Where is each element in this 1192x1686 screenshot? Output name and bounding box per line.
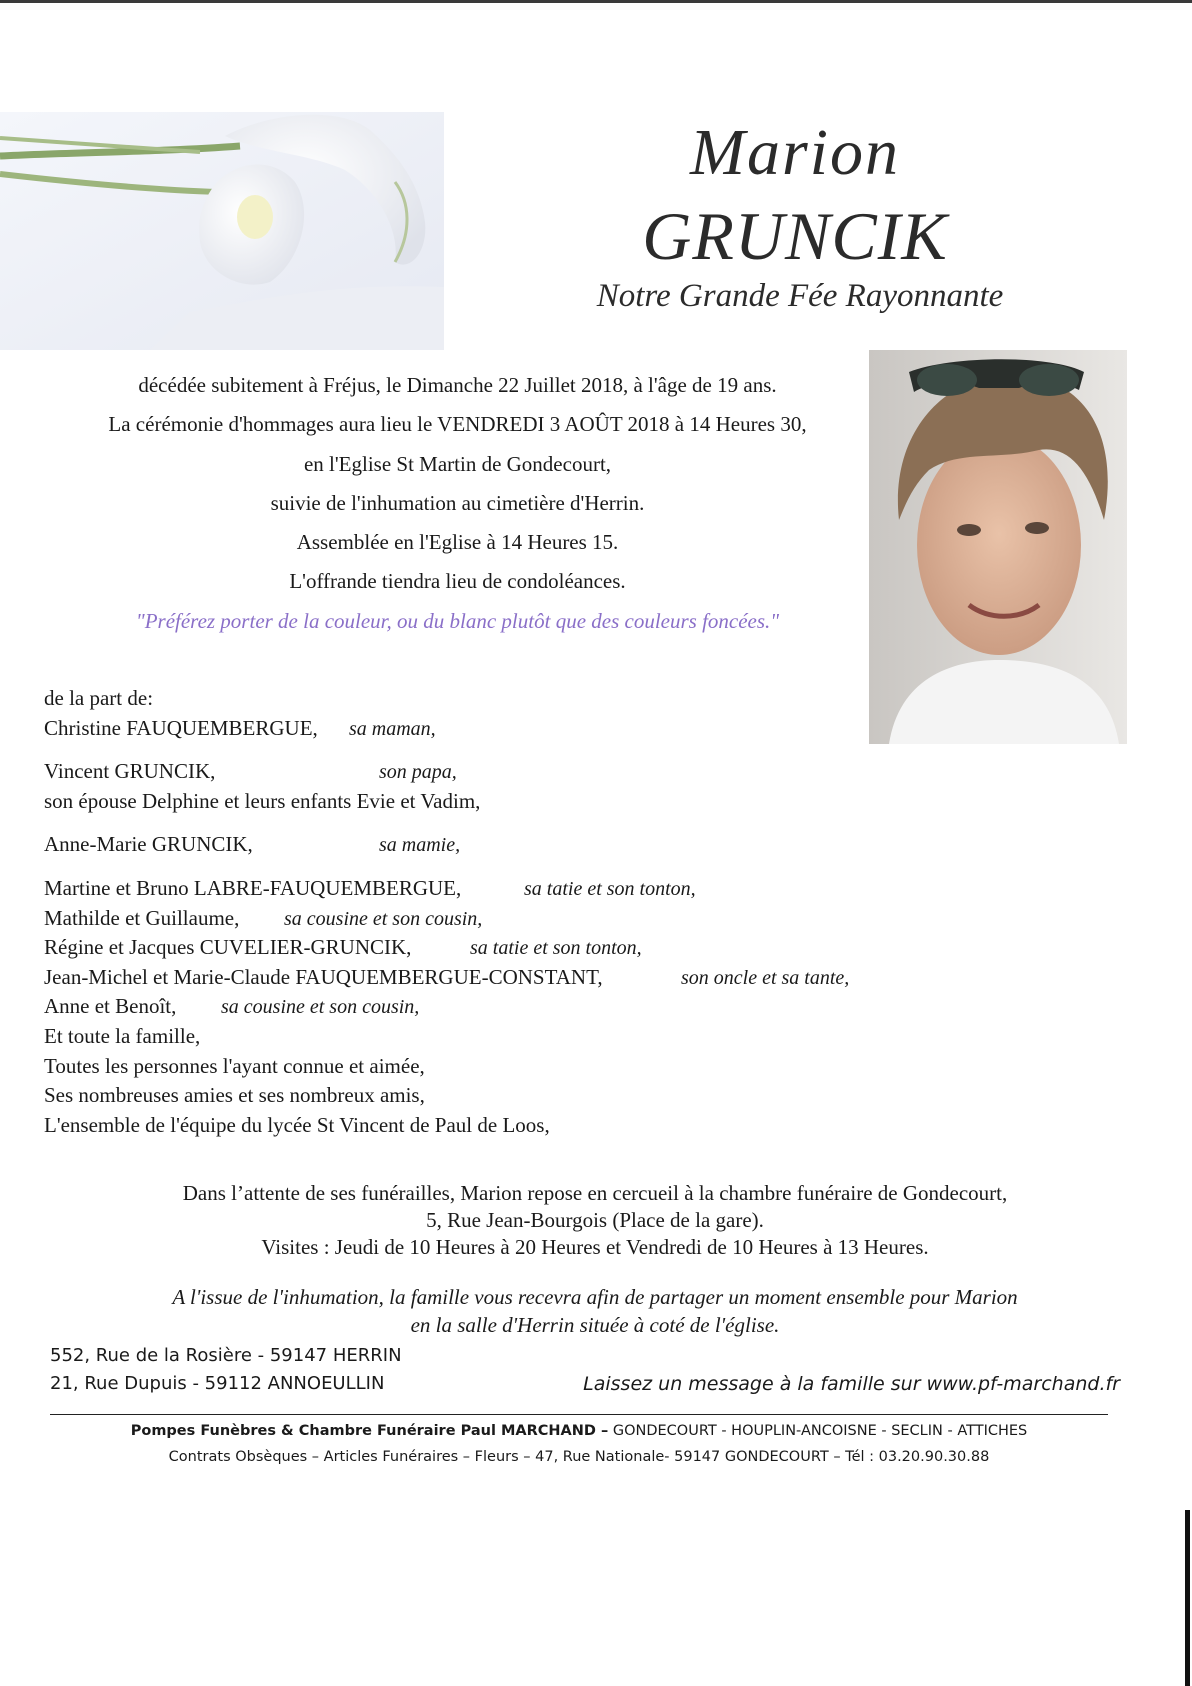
- family-row: [44, 830, 944, 860]
- family-row: [44, 874, 944, 904]
- notice-line: L'offrande tiendra lieu de condoléances.: [289, 569, 626, 594]
- family-relation: son papa,: [379, 761, 457, 784]
- deceased-last-name: GRUNCIK: [642, 198, 948, 274]
- footer-divider: [50, 1414, 1108, 1415]
- family-relation: sa tatie et son tonton,: [524, 877, 696, 900]
- family-relation: sa cousine et son cousin,: [284, 907, 483, 930]
- notice-line: en l'Eglise St Martin de Gondecourt,: [303, 451, 612, 476]
- footer-company: Pompes Funèbres & Chambre Funéraire Paul MARCHAND –: [130, 1423, 609, 1439]
- family-relation: sa tatie et son tonton,: [470, 937, 642, 960]
- family-member: Ses nombreuses amies et ses nombreux amis,: [44, 1083, 425, 1108]
- death-notice: [60, 366, 855, 641]
- dress-code-wish: "Préférez porter de la couleur, ou du blanc plutôt que des couleurs foncées.": [135, 608, 780, 633]
- family-row: [44, 904, 944, 934]
- gathering-line: en la salle d'Herrin située à coté de l'église.: [410, 1313, 780, 1337]
- family-row: [44, 933, 944, 963]
- repose-line: Dans l’attente de ses funérailles, Marion repose en cercueil à la chambre funéraire de Gondecourt,: [182, 1181, 1008, 1205]
- family-row: [44, 1081, 944, 1111]
- family-list: [44, 684, 944, 1140]
- family-member: Régine et Jacques CUVELIER-GRUNCIK,: [44, 935, 412, 960]
- online-message-link[interactable]: Laissez un message à la famille sur www.pf-marchand.fr: [583, 1373, 1120, 1395]
- repose-line: 5, Rue Jean-Bourgois (Place de la gare).: [426, 1208, 764, 1232]
- footer-company-line: [50, 1423, 1108, 1439]
- family-row: [44, 1022, 944, 1052]
- family-intro: de la part de:: [44, 686, 154, 710]
- family-member: son épouse Delphine et leurs enfants Evie et Vadim,: [44, 788, 481, 813]
- footer-towns: GONDECOURT - HOUPLIN-ANCOISNE - SECLIN - ATTICHES: [608, 1423, 1028, 1439]
- gathering-info: [80, 1283, 1110, 1339]
- address-herrin: 552, Rue de la Rosière - 59147 HERRIN: [50, 1345, 402, 1366]
- notice-line: La cérémonie d'hommages aura lieu le VENDREDI 3 AOÛT 2018 à 14 Heures 30,: [108, 412, 807, 437]
- address-annoeullin: 21, Rue Dupuis - 59112 ANNOEULLIN: [50, 1373, 385, 1394]
- family-member: Anne-Marie GRUNCIK,: [44, 832, 253, 857]
- calla-lily-image: [0, 112, 444, 350]
- family-relation: sa mamie,: [379, 834, 461, 857]
- family-row: [44, 1052, 944, 1082]
- family-relation: sa cousine et son cousin,: [221, 996, 420, 1019]
- footer-services: Contrats Obsèques – Articles Funéraires – Fleurs – 47, Rue Nationale- 59147 GONDECOURT – Tél : 03.20.90.30.88: [168, 1449, 990, 1465]
- notice-line: suivie de l'inhumation au cimetière d'Herrin.: [270, 490, 645, 515]
- family-row: [44, 1111, 944, 1141]
- notice-line: décédée subitement à Fréjus, le Dimanche 22 Juillet 2018, à l'âge de 19 ans.: [138, 373, 777, 397]
- family-member: Martine et Bruno LABRE-FAUQUEMBERGUE,: [44, 875, 462, 900]
- family-row: [44, 787, 944, 817]
- family-member: Vincent GRUNCIK,: [44, 759, 216, 784]
- family-member: Christine FAUQUEMBERGUE,: [44, 715, 318, 740]
- repose-line: Visites : Jeudi de 10 Heures à 20 Heures et Vendredi de 10 Heures à 13 Heures.: [261, 1235, 929, 1259]
- tagline: Notre Grande Fée Rayonnante: [596, 278, 1004, 314]
- top-scan-edge: [0, 0, 1192, 3]
- family-member: Toutes les personnes l'ayant connue et aimée,: [44, 1053, 425, 1078]
- scan-edge-mark: [1185, 1510, 1190, 1686]
- family-member: Et toute la famille,: [44, 1023, 201, 1048]
- family-row: [44, 992, 944, 1022]
- family-row: [44, 714, 944, 744]
- repose-info: [80, 1180, 1110, 1261]
- family-row: [44, 757, 944, 787]
- family-member: Jean-Michel et Marie-Claude FAUQUEMBERGUE-CONSTANT,: [44, 964, 603, 989]
- deceased-first-name: Marion: [690, 116, 900, 189]
- family-relation: son oncle et sa tante,: [681, 966, 850, 989]
- family-member: L'ensemble de l'équipe du lycée St Vincent de Paul de Loos,: [44, 1112, 550, 1137]
- family-member: Mathilde et Guillaume,: [44, 905, 240, 930]
- family-row: [44, 963, 944, 993]
- family-relation: sa maman,: [349, 717, 436, 740]
- family-member: Anne et Benoît,: [44, 994, 177, 1019]
- gathering-line: A l'issue de l'inhumation, la famille vous recevra afin de partager un moment ensemble pour Marion: [172, 1285, 1018, 1309]
- notice-line: Assemblée en l'Eglise à 14 Heures 15.: [296, 530, 619, 555]
